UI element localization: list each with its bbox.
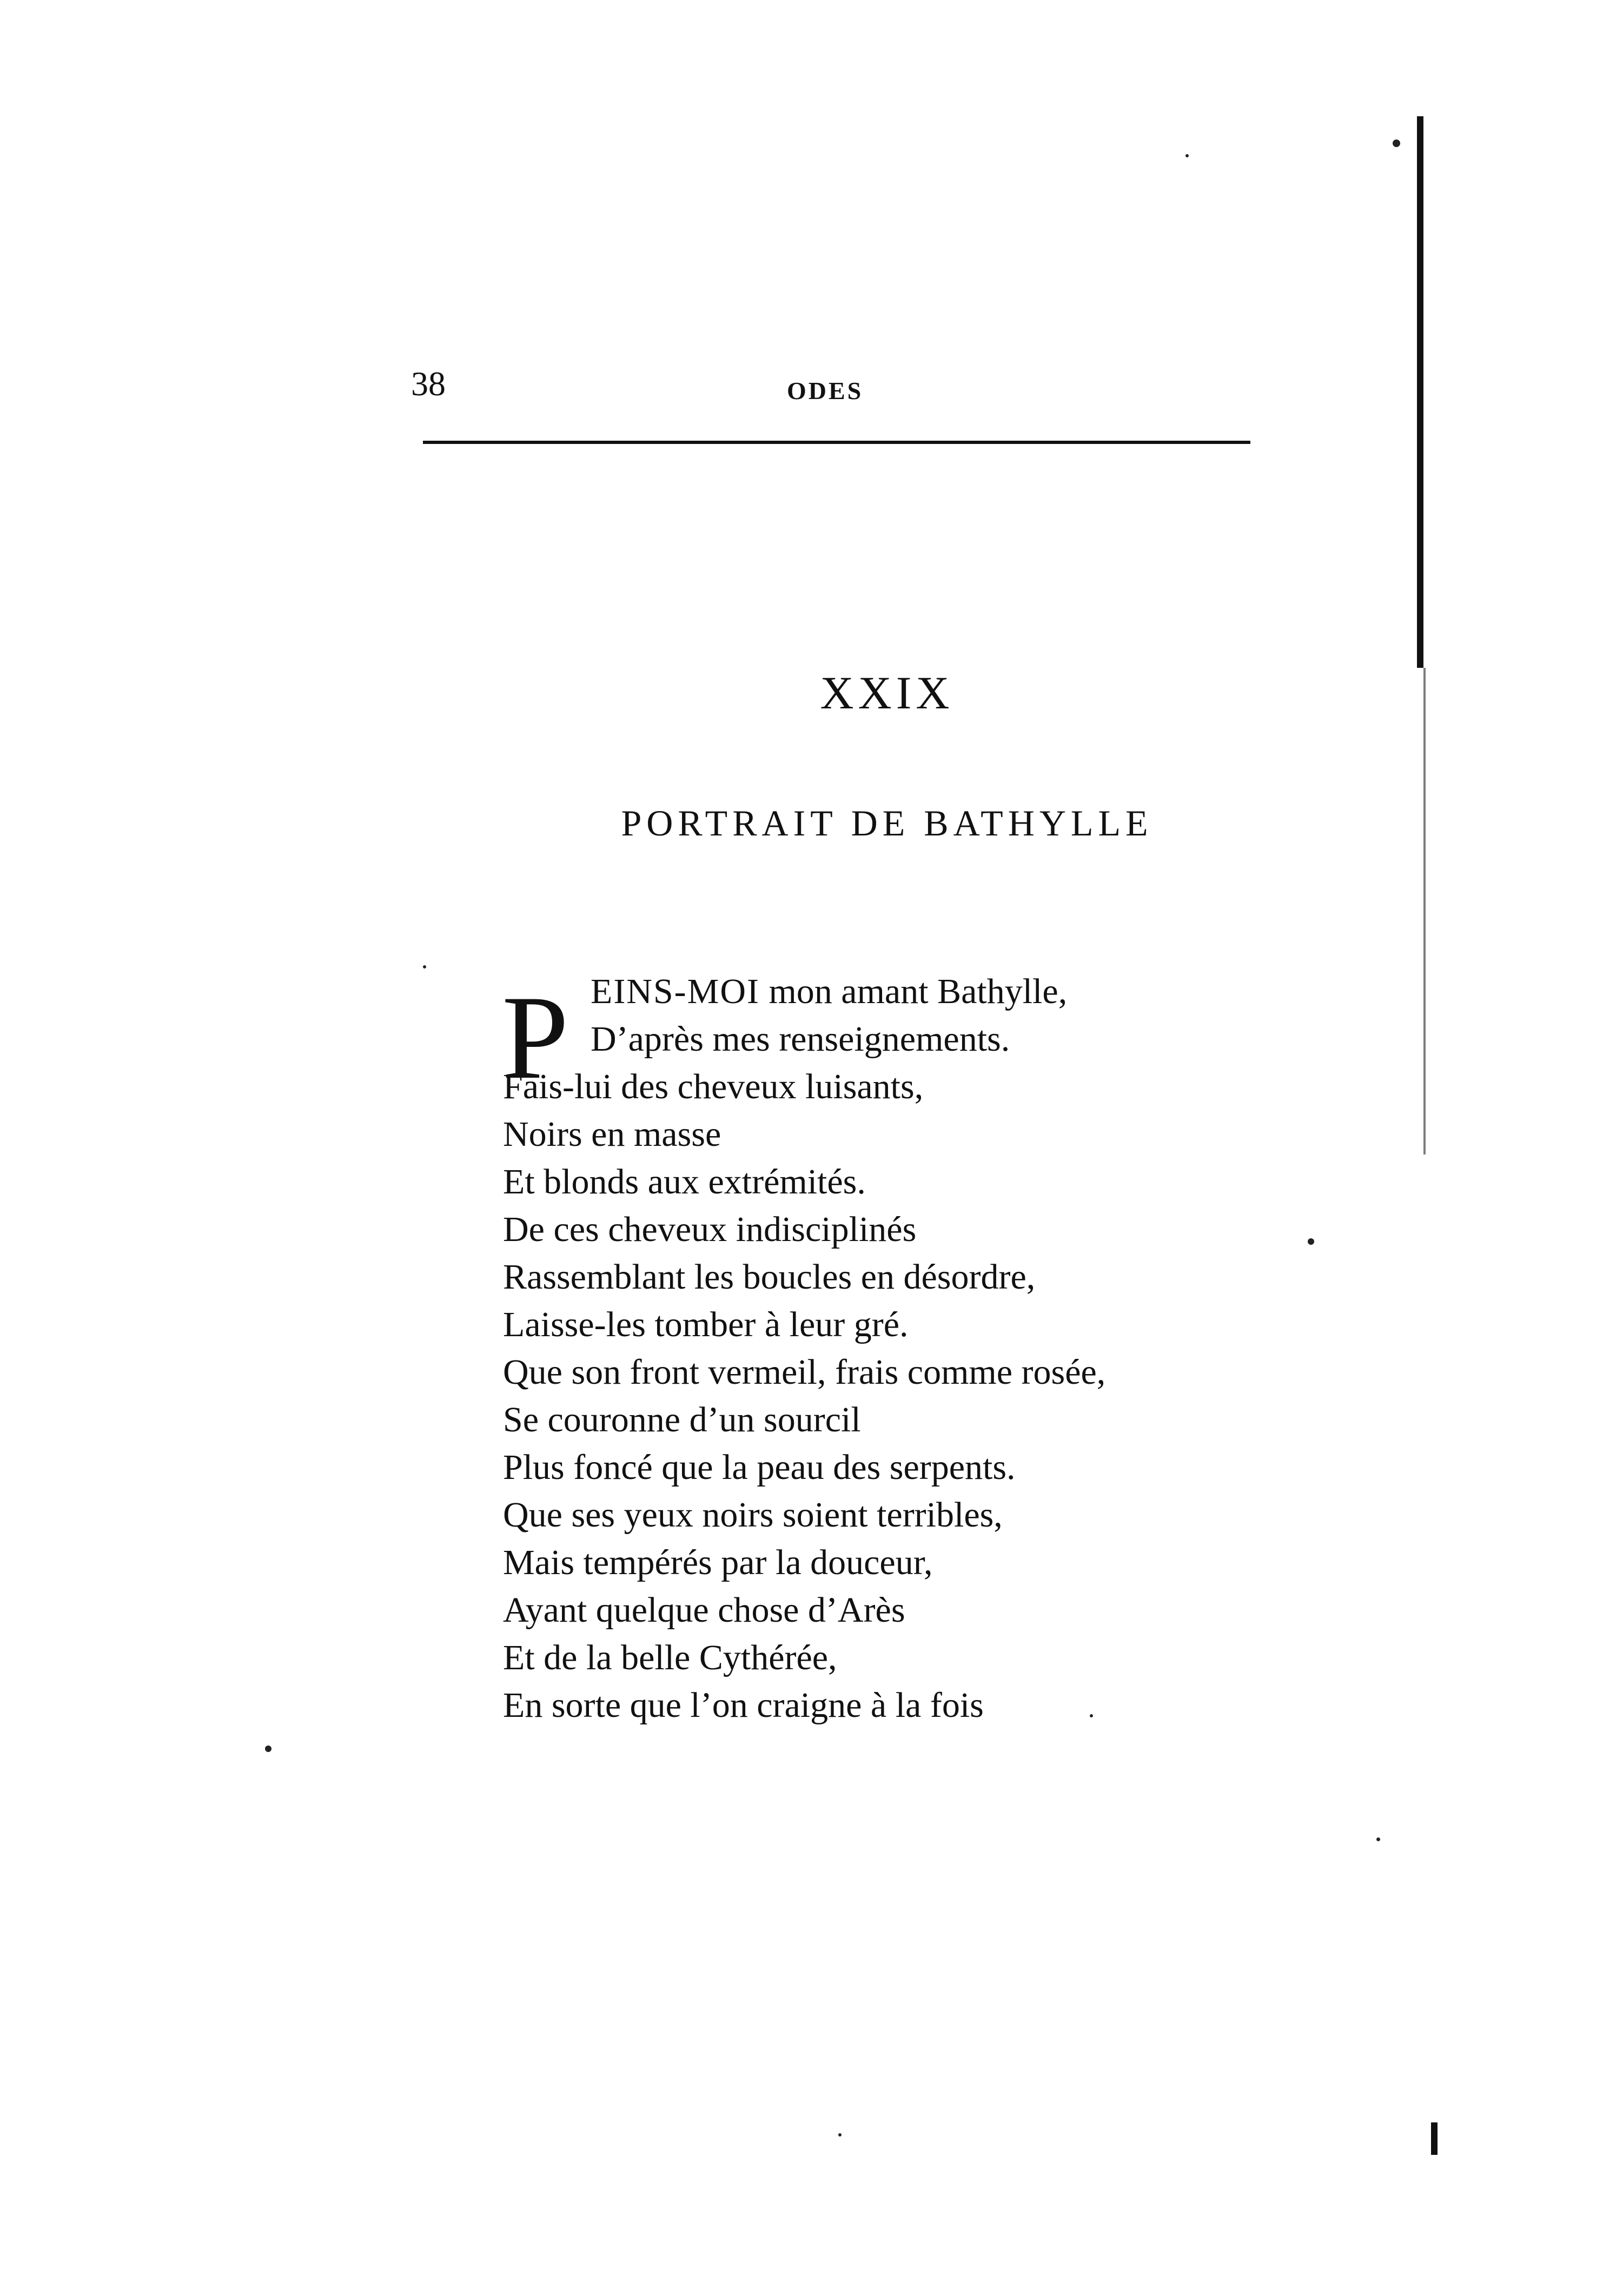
scan-speck xyxy=(265,1746,271,1752)
scan-speck xyxy=(1090,1714,1093,1717)
binding-edge-upper xyxy=(1417,116,1423,668)
header-rule xyxy=(423,441,1250,444)
scan-speck xyxy=(1376,1837,1380,1841)
running-head: ODES xyxy=(787,377,864,404)
poem-line: Rassemblant les boucles en désordre, xyxy=(503,1257,1036,1297)
poem-line: Laisse-les tomber à leur gré. xyxy=(503,1305,909,1344)
poem-line: En sorte que l’on craigne à la fois xyxy=(503,1685,984,1725)
poem-body xyxy=(503,968,1260,1729)
scan-speck xyxy=(838,2133,842,2136)
poem-line: Plus foncé que la peau des serpents. xyxy=(503,1448,1016,1487)
poem-line: Mais tempérés par la douceur, xyxy=(503,1543,933,1582)
first-word-smallcaps: EINS-MOI xyxy=(591,972,760,1011)
scan-speck xyxy=(1308,1238,1314,1245)
page-number: 38 xyxy=(411,364,446,403)
poem-line: Que ses yeux noirs soient terribles, xyxy=(503,1495,1003,1535)
scan-speck xyxy=(1393,140,1400,147)
poem-line: Que son front vermeil, frais comme rosée, xyxy=(503,1352,1106,1392)
poem-line: Noirs en masse xyxy=(503,1114,721,1154)
scan-speck xyxy=(423,965,426,968)
scan-speck xyxy=(1185,154,1189,157)
poem-line: Se couronne d’un sourcil xyxy=(503,1400,861,1439)
drop-cap: P xyxy=(502,971,569,1104)
poem-line xyxy=(503,968,1260,1016)
poem-line: D’après mes renseignements. xyxy=(591,1019,1010,1059)
binding-mark-bottom xyxy=(1431,2122,1438,2155)
ode-title: PORTRAIT DE BATHYLLE xyxy=(621,802,1153,844)
first-line-rest: mon amant Bathylle, xyxy=(759,972,1068,1011)
poem-line: Ayant quelque chose d’Arès xyxy=(503,1590,905,1630)
poem-line: Et blonds aux extrémités. xyxy=(503,1162,866,1202)
poem-line: De ces cheveux indisciplinés xyxy=(503,1210,917,1249)
poem-line: Et de la belle Cythérée, xyxy=(503,1638,837,1677)
poem-line: Fais-lui des cheveux luisants, xyxy=(503,1067,924,1106)
ode-number: XXIX xyxy=(820,667,954,719)
binding-edge-lower xyxy=(1423,668,1426,1154)
